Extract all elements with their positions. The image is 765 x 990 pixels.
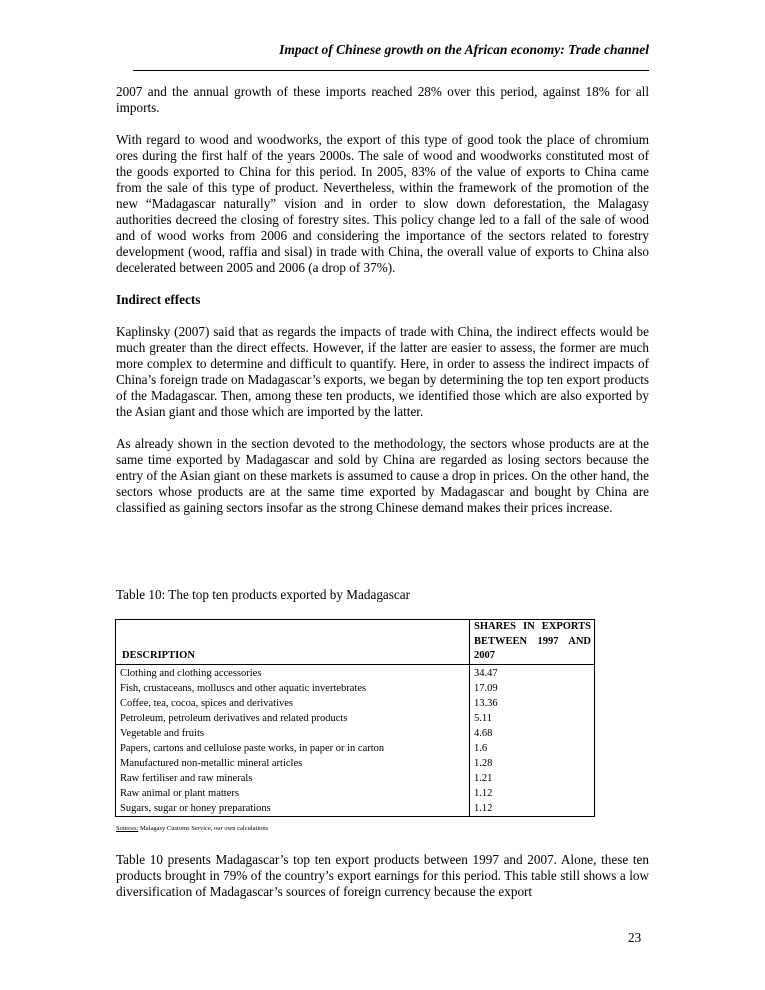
paragraph: Kaplinsky (2007) said that as regards the impacts of trade with China, the indirect effects would be much greater than the direct effects. However, if the latter are easier to assess, the former are much more complex to determine and difficult to quantify. Here, in order to assess the indirect impacts of China’s foreign trade on Madagascar’s exports, we began by determining the top ten export products of the Madagascar. Then, among these ten products, we identified those which are also exported by the Asian giant and those which are imported by the latter.: [116, 324, 649, 419]
row-description: Clothing and clothing accessories: [116, 664, 470, 681]
column-header-description: DESCRIPTION: [116, 620, 470, 665]
row-description: Petroleum, petroleum derivatives and related products: [116, 711, 470, 726]
row-description: Coffee, tea, cocoa, spices and derivatives: [116, 696, 470, 711]
row-share: 1.28: [470, 756, 595, 771]
row-share: 1.12: [470, 801, 595, 817]
running-header: Impact of Chinese growth on the African economy: Trade channel: [279, 42, 649, 57]
row-share: 17.09: [470, 681, 595, 696]
table-row: [116, 741, 595, 756]
row-share: 1.21: [470, 771, 595, 786]
table-source: [116, 825, 268, 832]
exports-table: [115, 619, 595, 817]
row-share: 1.12: [470, 786, 595, 801]
row-share: 5.11: [470, 711, 595, 726]
row-share: 13.36: [470, 696, 595, 711]
table-row: [116, 711, 595, 726]
page-number: 23: [628, 930, 642, 945]
table-row: [116, 726, 595, 741]
source-label: Sources:: [116, 825, 139, 832]
table-row: [116, 771, 595, 786]
table-body: [116, 664, 595, 816]
table-row: [116, 664, 595, 681]
header-rule: [133, 70, 649, 71]
table-row: [116, 696, 595, 711]
paragraph: As already shown in the section devoted to the methodology, the sectors whose products are at the same time exported by Madagascar and sold by China are regarded as losing sectors because the entry of the Asian giant on these markets is assumed to cause a drop in prices. On the other hand, the sectors whose products are at the same time exported by Madagascar and bought by China are classified as gaining sectors insofar as the strong Chinese demand makes their prices increase.: [116, 436, 649, 515]
column-header-shares: SHARES IN EXPORTS BETWEEN 1997 AND 2007: [470, 620, 595, 665]
paragraph: With regard to wood and woodworks, the export of this type of good took the place of chromium ores during the first half of the years 2000s. The sale of wood and woodworks constituted most of the goods exported to China for this period. In 2005, 83% of the value of exports to China came from the sale of this type of product. Nevertheless, within the framework of the promotion of the new “Madagascar naturally” vision and in order to slow down deforestation, the Malagasy authorities decreed the closing of forestry sites. This policy change led to a fall of the sale of wood and of wood works from 2006 and considering the importance of the sectors related to forestry development (wood, raffia and sisal) in trade with China, the overall value of exports to China also decelerated between 2005 and 2006 (a drop of 37%).: [116, 132, 649, 275]
table-row: [116, 801, 595, 817]
section-heading: Indirect effects: [116, 292, 201, 307]
row-description: Sugars, sugar or honey preparations: [116, 801, 470, 817]
table-row: [116, 756, 595, 771]
paragraph: 2007 and the annual growth of these imports reached 28% over this period, against 18% for all imports.: [116, 84, 649, 115]
row-share: 1.6: [470, 741, 595, 756]
row-description: Raw fertiliser and raw minerals: [116, 771, 470, 786]
paragraph: Table 10 presents Madagascar’s top ten export products between 1997 and 2007. Alone, these ten products brought in 79% of the country’s export earnings for this period. This table still shows a low diversification of Madagascar’s sources of foreign currency because the export: [116, 852, 649, 899]
row-description: Manufactured non-metallic mineral articles: [116, 756, 470, 771]
row-share: 34.47: [470, 664, 595, 681]
row-description: Fish, crustaceans, molluscs and other aquatic invertebrates: [116, 681, 470, 696]
row-description: Papers, cartons and cellulose paste works, in paper or in carton: [116, 741, 470, 756]
row-share: 4.68: [470, 726, 595, 741]
row-description: Raw animal or plant matters: [116, 786, 470, 801]
table-header-row: [116, 620, 595, 665]
body-text: [116, 84, 649, 532]
closing-text: [116, 852, 649, 900]
table-row: [116, 681, 595, 696]
source-text: Malagasy Customs Service, our own calculations: [138, 825, 269, 832]
table-caption: Table 10: The top ten products exported by Madagascar: [116, 587, 410, 602]
row-description: Vegetable and fruits: [116, 726, 470, 741]
table-row: [116, 786, 595, 801]
